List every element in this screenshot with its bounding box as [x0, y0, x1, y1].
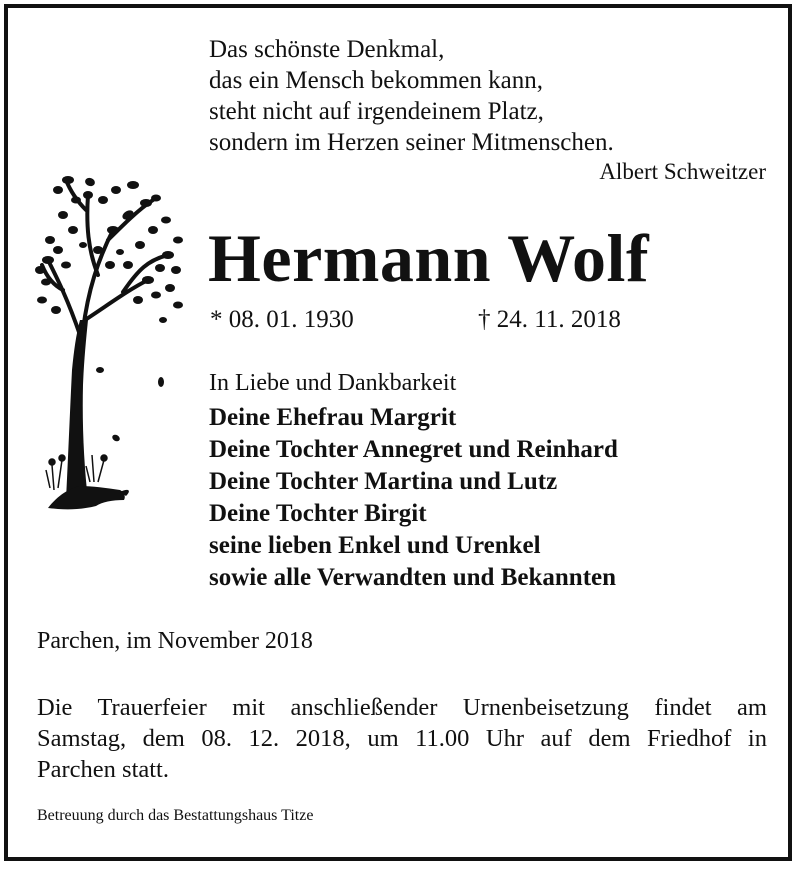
birth-date: * 08. 01. 1930	[210, 306, 354, 333]
quote-author: Albert Schweitzer	[599, 159, 766, 184]
place-date: Parchen, im November 2018	[37, 628, 313, 654]
death-date: † 24. 11. 2018	[478, 306, 621, 333]
mourner-line: Deine Ehefrau Margrit	[209, 404, 457, 431]
mourner-line: sowie alle Verwandten und Bekannten	[209, 564, 617, 591]
quote	[209, 34, 614, 158]
mourners-list	[209, 402, 618, 594]
quote-line: Das schönste Denkmal,	[209, 36, 445, 63]
mourner-line: Deine Tochter Annegret und Reinhard	[209, 436, 618, 463]
quote-line: das ein Mensch bekommen kann,	[209, 67, 543, 94]
mourner-line: Deine Tochter Martina und Lutz	[209, 468, 558, 495]
deceased-name: Hermann Wolf	[208, 220, 650, 296]
ceremony-line: Samstag, dem 08. 12. 2018, um 11.00 Uhr auf dem Friedhof in	[37, 725, 767, 752]
undertaker-note: Betreuung durch das Bestattungshaus Titze	[37, 807, 314, 824]
mourner-line: Deine Tochter Birgit	[209, 500, 427, 527]
quote-line: steht nicht auf irgendeinem Platz,	[209, 98, 544, 125]
mourners-intro: In Liebe und Dankbarkeit	[209, 370, 457, 396]
ceremony-info	[37, 692, 767, 785]
tree-silhouette-icon	[28, 170, 188, 515]
ceremony-line: Parchen statt.	[37, 756, 169, 783]
ceremony-line: Die Trauerfeier mit anschließender Urnenbeisetzung findet am	[37, 694, 767, 721]
mourner-line: seine lieben Enkel und Urenkel	[209, 532, 541, 559]
quote-line: sondern im Herzen seiner Mitmenschen.	[209, 129, 614, 156]
